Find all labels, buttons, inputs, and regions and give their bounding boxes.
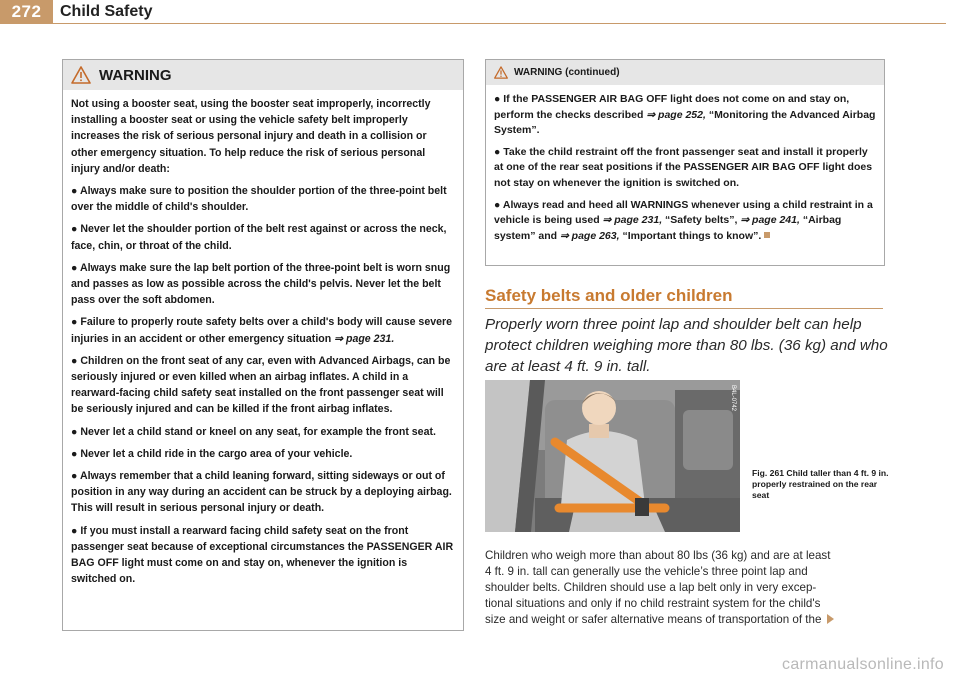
warning-bullet: ● Failure to properly route safety belts over a child's body will cause severe injuries in an accident or other emergency situation ⇒ page 231.: [71, 316, 453, 345]
body-line: Children who weigh more than about 80 lbs (36 kg) and are at least: [485, 549, 831, 562]
warning-continued-body: [486, 85, 884, 256]
warning-bullet: ● Always read and heed all WARNINGS whenever using a child restraint in a vehicle is being used ⇒ page 231, “Safety belts”, ⇒ page 241, “Airbag system” and ⇒ page 263, “Important things to know”.: [494, 198, 873, 242]
warning-intro: Not using a booster seat, using the booster seat improperly, incorrectly installing a booster seat or using the vehicle safety belt improperly increases the risk of serious personal injury and death in a collision or other emergency situation. To help reduce the risk of serious personal injury and/or death:: [71, 98, 431, 175]
figure-caption: Fig. 261 Child taller than 4 ft. 9 in. properly restrained on the rear seat: [752, 468, 889, 500]
body-line-last: size and weight or safer alternative means of transportation of the: [485, 612, 895, 628]
warning-continued-box: [485, 59, 885, 266]
warning-triangle-icon: [71, 66, 91, 84]
warning-bullet: ● Always remember that a child leaning forward, sitting sideways or out of position in any way during an accident can be struck by a deploying airbag. This will result in serious personal injury or death.: [71, 470, 452, 515]
section-title: Child Safety: [60, 3, 153, 20]
body-line: 4 ft. 9 in. tall can generally use the vehicle’s three point lap and: [485, 565, 808, 578]
section-heading: Safety belts and older children: [485, 286, 733, 305]
page-reference-link[interactable]: ⇒ page 231,: [602, 214, 663, 227]
header-rule: [53, 23, 946, 24]
watermark: carmanualsonline.info: [782, 656, 944, 673]
warning-header: [63, 60, 463, 90]
warning-continued-title: WARNING (continued): [514, 67, 620, 78]
page-reference-link[interactable]: ⇒ page 252,: [646, 108, 706, 121]
child-in-rear-seat-illustration: [485, 380, 740, 532]
warning-box: [62, 59, 464, 631]
warning-bullet: ● Children on the front seat of any car, even with Advanced Airbags, can be seriously injured or even killed when an airbag inflates. A child in a rearward-facing child safety seat installed on the front passenger seat will be seriously injured and can be killed if the front airbag inflates.: [71, 354, 451, 416]
warning-bullet: ● Take the child restraint off the front passenger seat and install it properly at one of the rear seat positions if the PASSENGER AIR BAG OFF light does not stay on whenever the ignition is switched on.: [494, 145, 873, 189]
warning-bullet: ● Never let a child ride in the cargo area of your vehicle.: [71, 447, 353, 460]
warning-title: WARNING: [99, 66, 172, 84]
warning-bullet: ● Never let the shoulder portion of the belt rest against or across the neck, face, chin, or throat of the child.: [71, 223, 447, 252]
warning-bullet: ● Always make sure to position the shoulder portion of the three-point belt over the middle of child's shoulder.: [71, 185, 447, 214]
page-reference-link[interactable]: ⇒ page 263,: [559, 229, 620, 242]
page-reference-link[interactable]: ⇒ page 241,: [740, 214, 800, 227]
end-of-section-marker: [764, 232, 770, 238]
figure-code: B4L-0742: [730, 385, 736, 412]
warning-triangle-icon: [494, 66, 508, 79]
warning-body: [63, 90, 463, 599]
section-heading-rule: [485, 308, 883, 309]
body-paragraph: [485, 548, 895, 628]
warning-bullet: ● Always make sure the lap belt portion of the three-point belt is worn snug and passes as low as possible across the child's pelvis. Never let the belt pass over the soft abdomen.: [71, 261, 451, 307]
warning-continued-header: [486, 60, 884, 85]
warning-bullet: ● Never let a child stand or kneel on any seat, for example the front seat.: [71, 425, 436, 438]
body-line: tional situations and only if no child restraint system for the child's: [485, 597, 821, 610]
page-number: 272: [11, 2, 42, 21]
warning-bullet: ● If you must install a rearward facing child safety seat on the front passenger seat because of exceptional circumstances the PASSENGER AIR BAG OFF light must come on and stay on, whenever the ignition is switched on.: [71, 524, 454, 586]
section-intro: Properly worn three point lap and shoulder belt can help protect children weighing more than 80 lbs. (36 kg) and who are at least 4 ft. 9 in. tall.: [485, 316, 888, 375]
continue-arrow-icon[interactable]: [827, 614, 834, 624]
warning-bullet: ● If the PASSENGER AIR BAG OFF light does not come on and stay on, perform the checks described ⇒ page 252, “Monitoring the Advanced Airbag System”.: [494, 93, 876, 137]
body-line: shoulder belts. Children should use a lap belt only in very excep-: [485, 581, 817, 594]
page-reference-link[interactable]: ⇒ page 231.: [334, 332, 395, 345]
